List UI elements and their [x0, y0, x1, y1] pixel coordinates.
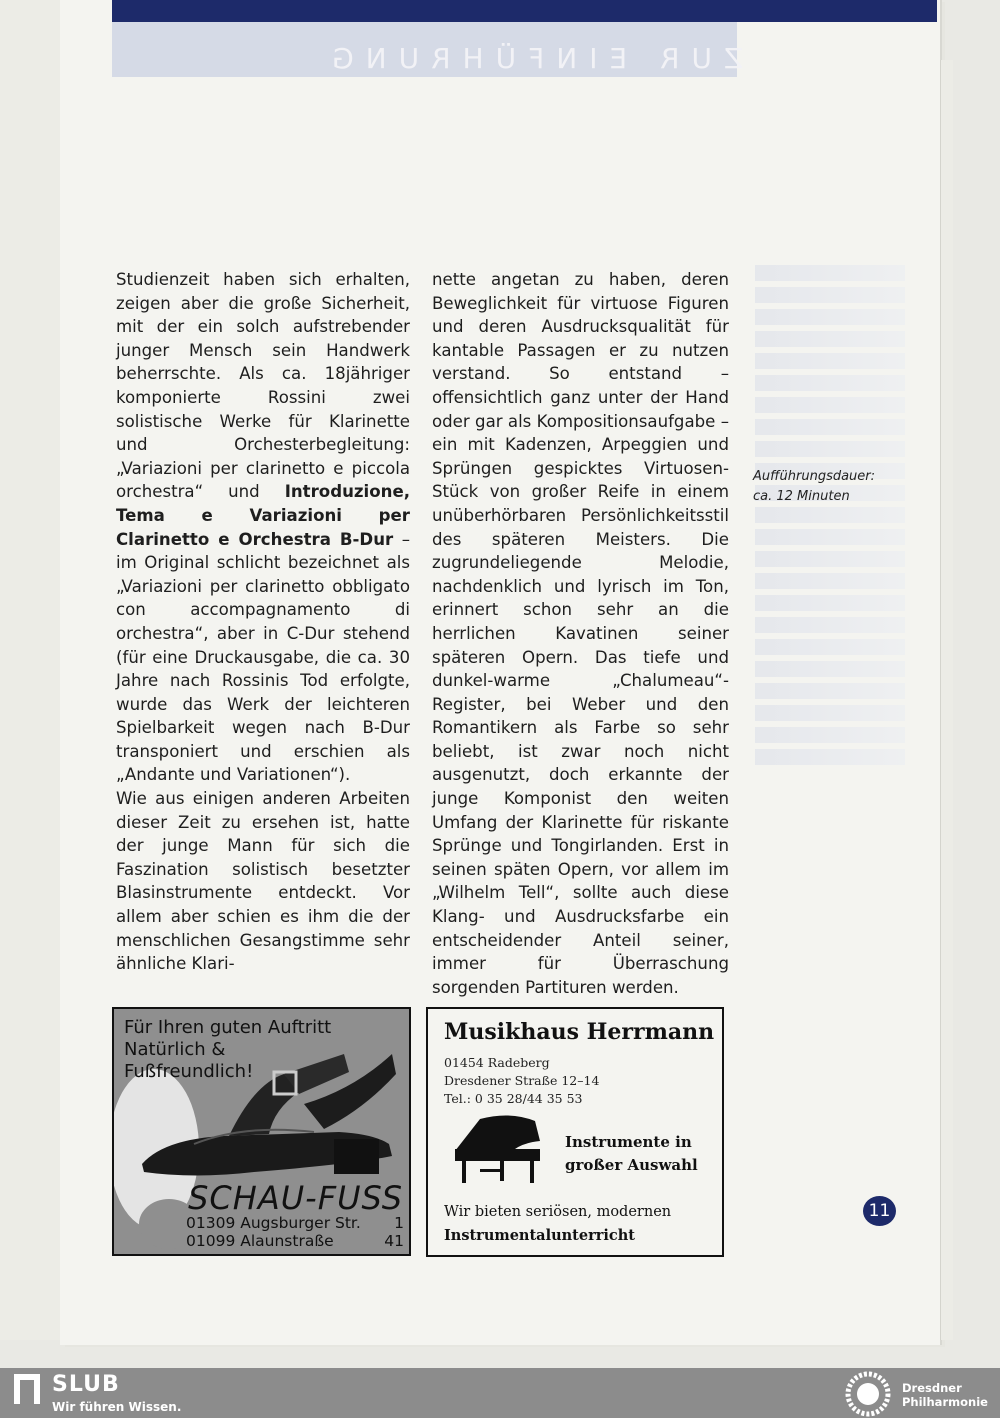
next-page-edge	[940, 60, 953, 1340]
previous-page-edge	[0, 0, 61, 1340]
ad-instruments: Instrumente in großer Auswahl	[565, 1133, 698, 1174]
ad-slogan: Für Ihren guten Auftritt Natürlich & Fußfreundlich!	[124, 1017, 332, 1082]
show-through-text	[755, 265, 905, 805]
ad-company-name: Musikhaus Herrmann	[444, 1019, 715, 1045]
philharmonie-logo-icon	[842, 1371, 894, 1417]
duration-note: Aufführungsdauer: ca. 12 Minuten	[753, 469, 876, 504]
advertisement-musikhaus	[426, 1007, 724, 1257]
paragraph: Studienzeit haben sich erhalten, zeigen aber die große Sicherheit, mit der ein solch aufstrebender junger Mensch sein Handwerk beherrschte. Als ca. 18jähriger komponierte Rossini zwei solistische Werke für Klarinette und Orchesterbegleitung: „Variazioni per clarinetto e piccola orchestra“ und Introduzione, Tema e Variazioni per Clarinetto e Orchestra B-Dur – im Original schlicht bezeichnet als „Variazioni per clarinetto obbligato con accompagnamento di orchestra“, aber in C-Dur stehend (für eine Druckausgabe, die ca. 30 Jahre nach Rossinis Tod erfolgte, wurde das Werk der leichteren Spielbarkeit wegen nach B-Dur transponiert und erschien als „Andante und Variationen“).	[116, 270, 410, 785]
ad-addresses: 01309 Augsburger Str. 1 01099 Alaunstraße 41	[186, 1214, 404, 1250]
sandal-image	[134, 1044, 404, 1179]
slub-logo-icon	[12, 1372, 44, 1406]
text-column-left	[116, 268, 410, 976]
section-title: ZUR EINFÜHRUNG	[320, 42, 744, 75]
ad-lessons: Wir bieten seriösen, modernen Instrumentalunterricht	[444, 1204, 672, 1244]
partner-name: Dresdner Philharmonie	[902, 1381, 988, 1409]
advertisement-schau-fuss	[112, 1007, 411, 1256]
header-band	[112, 0, 937, 22]
ad-address: 01454 Radeberg Dresdener Straße 12–14 Tel.: 0 35 28/44 35 53	[444, 1055, 600, 1106]
library-name: SLUB	[52, 1372, 120, 1397]
work-title: Introduzione, Tema e Variazioni per Clarinetto e Orchestra B-Dur	[116, 482, 410, 549]
ad-brand: SCHAU-FUSS	[188, 1179, 403, 1217]
page-number: 11	[863, 1196, 896, 1226]
library-tagline: Wir führen Wissen.	[52, 1400, 182, 1414]
text-column-right	[432, 268, 729, 999]
paragraph: Wie aus einigen anderen Arbeiten dieser Zeit zu ersehen ist, hatte der junge Mann für sich die Faszination solistisch besetzter Blasinstrumente entdeckt. Vor allem aber schien es ihm die der menschlichen Gesangstimme sehr ähnliche Klari-	[116, 789, 410, 974]
paragraph: nette angetan zu haben, deren Beweglichkeit für virtuose Figuren und deren Ausdrucksqualität für kantable Passagen er zu nutzen verstand. So entstand – offensichtlich ganz unter der Hand oder gar als Kompositionsaufgabe – ein mit Kadenzen, Arpeggien und Sprüngen gespicktes Virtuosen-Stück von großer Reife in einem unüberhörbaren Persönlichkeitsstil des späteren Meisters. Die zugrundeliegende Melodie, nachdenklich und lyrisch im Ton, erinnert schon sehr an die herrlichen Kavatinen seiner späteren Opern. Das tiefe und dunkel-warme „Chalumeau“-Register, bei Weber und den Romantikern als Farbe so sehr beliebt, ist zwar noch nicht ausgenutzt, doch erkannte der junge Komponist den weiten Umfang der Klarinette für riskante Sprünge und Tongirlanden. Erst in seinen späten Opern, vor allem im „Wilhelm Tell“, sollte auch diese Klang- und Ausdrucksfarbe ein entscheidender Anteil seiner, immer für Überraschung sorgenden Partituren werden.	[432, 270, 729, 997]
grand-piano-icon	[450, 1111, 545, 1186]
